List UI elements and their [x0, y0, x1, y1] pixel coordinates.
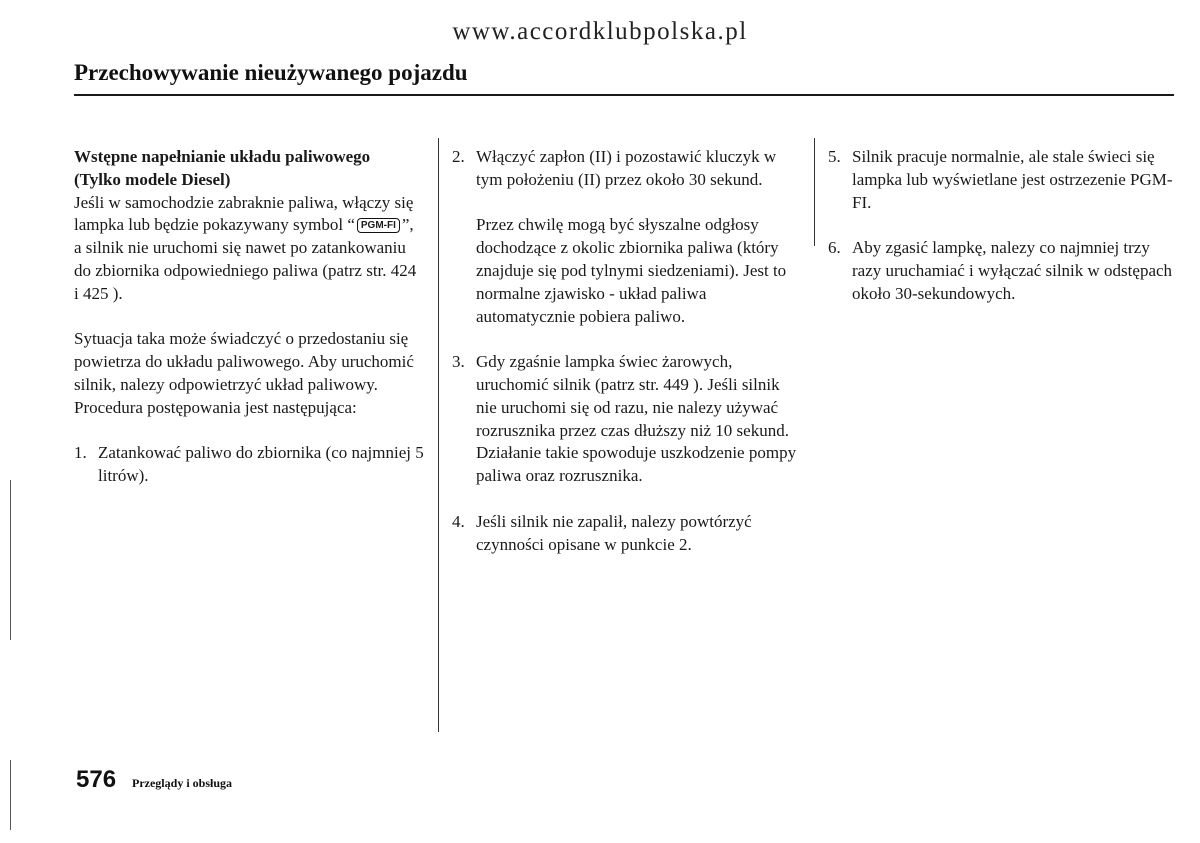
step-5	[828, 146, 1173, 214]
step-text: Aby zgasić lampkę, nalezy co najmniej trzy razy uruchamiać i wyłączać silnik w odstępach około 30-sekundowych.	[852, 238, 1173, 303]
column-1	[74, 146, 424, 488]
pgm-fi-symbol-icon: PGM-FI	[357, 218, 400, 233]
intro-text-b: ”, a silnik nie uruchomi się nawet po zatankowaniu do zbiornika odpowiedniego paliwa (patrz str. 424 i 425 ).	[74, 215, 417, 303]
section-subheading	[74, 146, 424, 192]
title-rule	[74, 94, 1174, 96]
page-number: 576	[76, 766, 117, 793]
subheading-line-2: (Tylko modele Diesel)	[74, 169, 231, 189]
step-number: 5.	[828, 147, 841, 166]
step-number: 2.	[452, 147, 465, 166]
section-label: Przeglądy i obsługa	[132, 776, 233, 790]
step-number: 6.	[828, 238, 841, 258]
site-watermark: www.accordklubpolska.pl	[452, 18, 748, 45]
step-4	[452, 511, 797, 557]
page-title: Przechowywanie nieużywanego pojazdu	[74, 60, 468, 85]
note-text: Przez chwilę mogą być słyszalne odgłosy dochodzące z okolic zbiornika paliwa (który znajduje się pod tylnymi siedzeniami). Jest to normalne zjawisko - układ paliwa automatycznie pobiera paliwo.	[476, 215, 787, 326]
column-divider-2	[814, 138, 815, 246]
intro-paragraph	[74, 192, 424, 306]
step-text: Silnik pracuje normalnie, ale stale świeci się lampka lub wyświetlane jest ostrzezenie PGM-FI.	[852, 147, 1173, 212]
scan-margin-mark	[10, 760, 11, 830]
intro-text-a: Jeśli w samochodzie zabraknie paliwa, włączy się lampka lub będzie pokazywany symbol “	[74, 192, 414, 235]
column-2	[452, 146, 797, 556]
step-6	[828, 237, 1173, 305]
step-2-note	[452, 214, 797, 328]
column-3	[828, 146, 1173, 306]
column-divider-1	[438, 138, 439, 732]
step-text: Włączyć zapłon (II) i pozostawić kluczyk w tym położeniu (II) przez około 30 sekund.	[476, 147, 777, 189]
step-number: 3.	[452, 352, 465, 372]
step-text: Jeśli silnik nie zapalił, nalezy powtórzyć czynności opisane w punkcie 2.	[476, 511, 752, 554]
step-1	[74, 442, 424, 488]
step-number: 1.	[74, 443, 87, 463]
step-text: Zatankować paliwo do zbiornika (co najmniej 5 litrów).	[98, 443, 424, 486]
step-2	[452, 146, 797, 192]
step-3	[452, 351, 797, 488]
step-number: 4.	[452, 511, 465, 531]
situation-paragraph: Sytuacja taka może świadczyć o przedostaniu się powietrza do układu paliwowego. Aby uruchomić silnik, nalezy odpowietrzyć układ paliwowy. Procedura postępowania jest następująca:	[74, 329, 414, 417]
scan-margin-mark	[10, 480, 11, 640]
step-text: Gdy zgaśnie lampka świec żarowych, uruchomić silnik (patrz str. 449 ). Jeśli silnik nie uruchomi się od razu, nie nalezy używać rozrusznika przez czas dłuższy niż 10 sekund. Działanie takie spowoduje uszkodzenie pompy paliwa oraz rozrusznika.	[476, 352, 797, 486]
subheading-line-1: Wstępne napełnianie układu paliwowego	[74, 147, 371, 166]
